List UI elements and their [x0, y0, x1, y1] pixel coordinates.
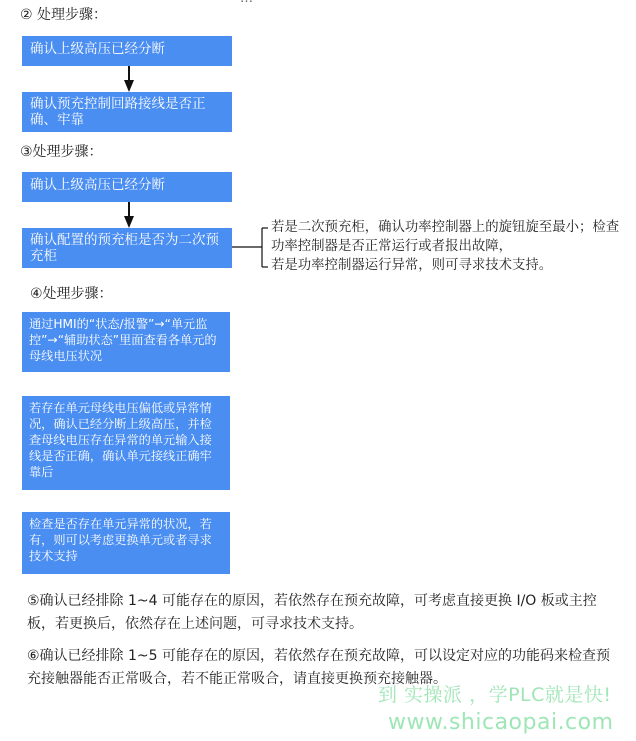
s3-step-box-1: 确认上级高压已经分断: [22, 172, 232, 202]
watermark-slogan: 到 实操派 ，学PLC就是快!: [378, 684, 612, 706]
s3-step-box-2: 确认配置的预充柜是否为二次预充柜: [22, 228, 232, 268]
s2-arrow-down-icon: [124, 80, 134, 92]
section-4-heading: ④处理步骤：: [30, 286, 113, 302]
s3-arrow-down-icon: [124, 216, 134, 228]
s2-step-box-1: 确认上级高压已经分断: [22, 36, 232, 66]
section-5-paragraph: ⑤确认已经排除 1~4 可能存在的原因，若依然存在预充故障，可考虑直接更换 I/O 板或主控板，若更换后，依然存在上述问题，可寻求技术支持。: [27, 593, 597, 632]
section-2-heading: ② 处理步骤：: [20, 7, 108, 23]
s3-note-line-1: 若是二次预充柜，确认功率控制器上的旋钮旋至最小；检查功率控制器是否正常运行或者报出故障，: [271, 220, 620, 254]
s2-step-box-2: 确认预充控制回路接线是否正确、牢靠: [22, 92, 232, 132]
watermark-url: www.shicaopai.com: [388, 710, 614, 735]
top-cut-text: [240, 0, 253, 6]
s4-step-box-3: 检查是否存在单元异常的状况，若有，则可以考虑更换单元或者寻求技术支持: [22, 512, 230, 574]
section-6-paragraph: ⑥确认已经排除 1~5 可能存在的原因，若依然存在预充故障，可以设定对应的功能码来检查预充接触器能否正常吸合，若不能正常吸合，请直接更换预充接触器。: [27, 648, 610, 687]
s4-step-box-1: 通过HMI的“状态/报警”→“单元监控”→“辅助状态”里面查看各单元的母线电压状况: [22, 312, 230, 372]
s4-step-box-2: 若存在单元母线电压偏低或异常情况，确认已经分断上级高压，并检查母线电压存在异常的单元输入接线是否正确，确认单元接线正确牢靠后: [22, 396, 230, 490]
s3-note-line-2: 若是功率控制器运行异常，则可寻求技术支持。: [271, 258, 553, 273]
s3-bracket-connector: [232, 220, 272, 272]
section-3-heading: ③处理步骤：: [20, 144, 103, 160]
